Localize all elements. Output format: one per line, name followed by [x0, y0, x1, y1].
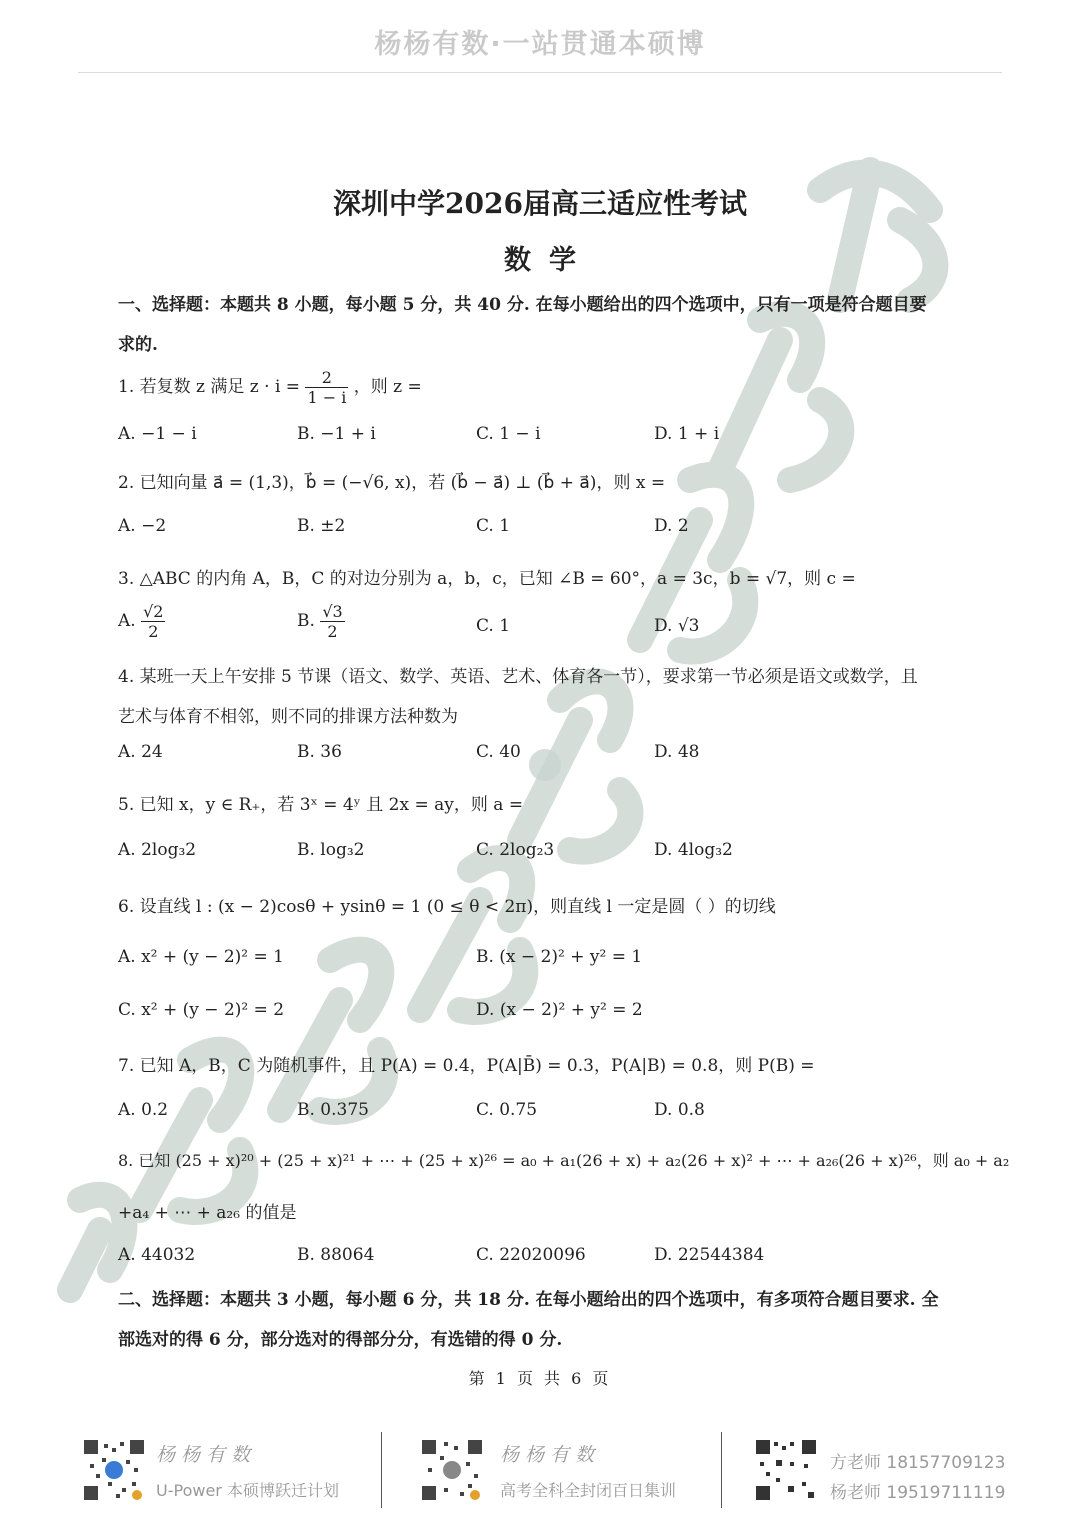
question-1 [118, 368, 422, 407]
q3-option-b-fraction [320, 602, 344, 641]
q1-fraction [305, 368, 348, 407]
q7-option-b: B. 0.375 [297, 1100, 369, 1120]
q8-option-b: B. 88064 [297, 1245, 375, 1265]
footer-bar [0, 1420, 1080, 1520]
qr-code-icon [420, 1438, 484, 1502]
q3-option-b-label: B. [297, 611, 315, 631]
section1-heading-line1: 一、选择题：本题共 8 小题，每小题 5 分，共 40 分. 在每小题给出的四个选项中，只有一项是符合题目要 [118, 295, 927, 315]
q3-option-c: C. 1 [476, 616, 511, 636]
question-4-line1: 4. 某班一天上午安排 5 节课（语文、数学、英语、艺术、体育各一节），要求第一节必须是语文或数学，且 [118, 667, 918, 687]
q6-option-d: D. (x − 2)² + y² = 2 [476, 1000, 643, 1020]
question-3: 3. △ABC 的内角 A，B，C 的对边分别为 a，b，c，已知 ∠B = 60°，a = 3c，b = √7，则 c = [118, 569, 856, 589]
question-8-line2: +a₄ + ⋯ + a₂₆ 的值是 [118, 1203, 297, 1223]
q1-option-b: B. −1 + i [297, 424, 376, 444]
q3-option-b-numerator: √3 [322, 602, 343, 621]
q6-option-c: C. x² + (y − 2)² = 2 [118, 1000, 285, 1020]
q5-option-b: B. log₃2 [297, 840, 365, 860]
q7-option-d: D. 0.8 [654, 1100, 705, 1120]
q3-option-a [118, 602, 165, 641]
q3-option-d: D. √3 [654, 616, 700, 636]
q8-option-a: A. 44032 [118, 1245, 196, 1265]
q7-option-c: C. 0.75 [476, 1100, 538, 1120]
exam-subject: 数学 [504, 245, 594, 276]
q8-option-c: C. 22020096 [476, 1245, 586, 1265]
question-6: 6. 设直线 l : (x − 2)cosθ + ysinθ = 1 (0 ≤ θ < 2π)，则直线 l 一定是圆（ ）的切线 [118, 897, 776, 917]
q3-option-a-denominator: 2 [148, 622, 159, 641]
footer-brand-2: 杨杨有数 [500, 1444, 601, 1466]
q4-option-a: A. 24 [118, 742, 163, 762]
q4-option-b: B. 36 [297, 742, 342, 762]
contact-phone-1: 方老师 18157709123 [830, 1453, 1006, 1473]
q3-option-b [297, 602, 345, 641]
top-banner [0, 0, 1080, 74]
q6-option-a: A. x² + (y − 2)² = 1 [118, 947, 284, 967]
q4-option-c: C. 40 [476, 742, 521, 762]
q1-fraction-numerator: 2 [305, 368, 348, 388]
q1-option-a: A. −1 − i [118, 424, 197, 444]
q3-option-a-fraction [141, 602, 165, 641]
question-8-line1: 8. 已知 (25 + x)²⁰ + (25 + x)²¹ + ⋯ + (25 + x)²⁶ = a₀ + a₁(26 + x) + a₂(26 + x)² + ⋯ + a₂₆(26 + x)²⁶，则 a₀ + a₂ [118, 1151, 1010, 1170]
q5-option-d: D. 4log₃2 [654, 840, 733, 860]
brand-watermark-text: 杨杨有数·一站贯通本硕博 [374, 29, 706, 60]
section1-heading-line2: 求的. [118, 335, 158, 355]
header-divider [78, 72, 1002, 73]
q2-option-a: A. −2 [118, 516, 167, 536]
qr-code-icon [82, 1438, 146, 1502]
q2-option-c: C. 1 [476, 516, 511, 536]
page-number: 第 1 页 共 6 页 [468, 1369, 612, 1388]
footer-sub-2: 高考全科全封闭百日集训 [500, 1481, 677, 1500]
q2-option-d: D. 2 [654, 516, 689, 536]
exam-title: 深圳中学2026届高三适应性考试 [333, 187, 747, 220]
q3-option-a-numerator: √2 [143, 602, 164, 621]
question-2: 2. 已知向量 a⃗ = (1,3)，b⃗ = (−√6, x)，若 (b⃗ − a⃗) ⊥ (b⃗ + a⃗)，则 x = [118, 473, 666, 493]
footer-brand-1: 杨杨有数 [156, 1444, 257, 1466]
qr-code-icon [754, 1438, 818, 1502]
question-4-line2: 艺术与体育不相邻，则不同的排课方法种数为 [118, 707, 458, 727]
contact-phone-2: 杨老师 19519711119 [830, 1483, 1006, 1503]
q6-option-b: B. (x − 2)² + y² = 1 [476, 947, 643, 967]
footer-divider-1 [381, 1432, 382, 1508]
q8-option-d: D. 22544384 [654, 1245, 765, 1265]
q7-option-a: A. 0.2 [118, 1100, 169, 1120]
q1-stem-pre: 1. 若复数 z 满足 z · i = [118, 377, 301, 397]
q5-option-a: A. 2log₃2 [118, 840, 197, 860]
q3-option-b-denominator: 2 [327, 622, 338, 641]
q4-option-d: D. 48 [654, 742, 700, 762]
section2-heading-line2: 部选对的得 6 分，部分选对的得部分分，有选错的得 0 分. [118, 1330, 563, 1350]
q1-option-d: D. 1 + i [654, 424, 720, 444]
q3-option-a-label: A. [118, 611, 136, 631]
q1-fraction-denominator: 1 − i [307, 388, 347, 407]
q1-option-c: C. 1 − i [476, 424, 541, 444]
question-5: 5. 已知 x，y ∈ R₊，若 3ˣ = 4ʸ 且 2x = ay，则 a = [118, 795, 524, 815]
footer-divider-2 [721, 1432, 722, 1508]
footer-sub-1: U-Power 本硕博跃迁计划 [156, 1481, 339, 1500]
section2-heading-line1: 二、选择题：本题共 3 小题，每小题 6 分，共 18 分. 在每小题给出的四个选项中，有多项符合题目要求. 全 [118, 1290, 939, 1310]
question-7: 7. 已知 A，B，C 为随机事件，且 P(A) = 0.4，P(A|B̄) = 0.3，P(A|B) = 0.8，则 P(B) = [118, 1056, 815, 1076]
q2-option-b: B. ±2 [297, 516, 346, 536]
q5-option-c: C. 2log₂3 [476, 840, 555, 860]
q1-stem-post: ，则 z = [353, 377, 422, 397]
